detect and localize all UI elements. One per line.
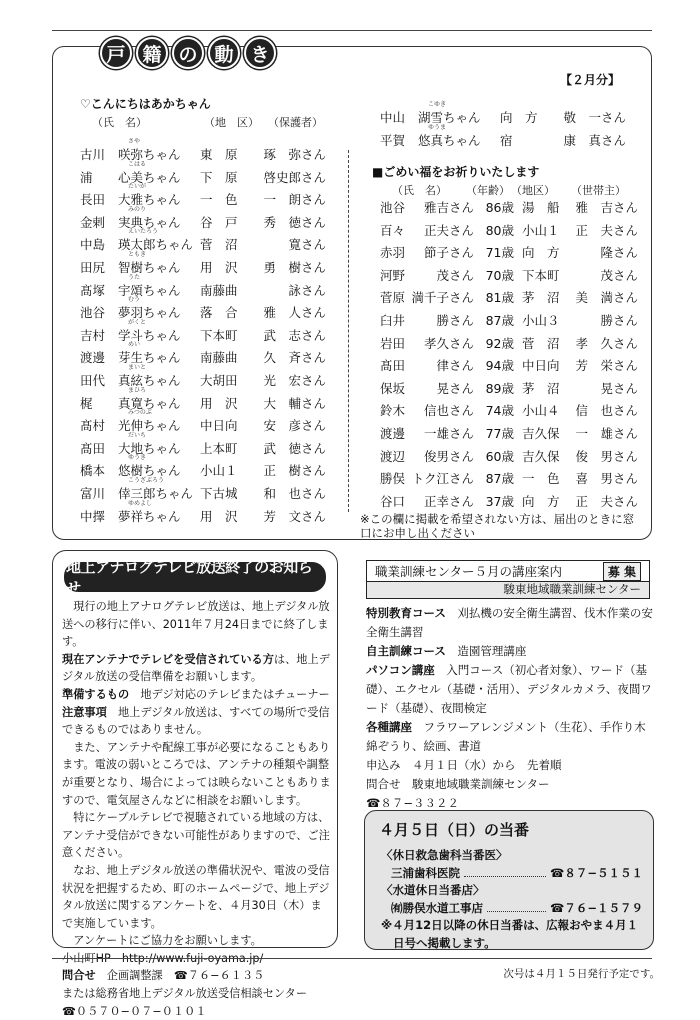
surname: 菅原: [380, 290, 406, 306]
tv-notice-body: [62, 598, 332, 1020]
course-item: [366, 661, 654, 718]
given-name-text: 心美ちゃん: [118, 169, 181, 185]
paragraph: [62, 704, 332, 739]
guardian: 久 斉さん: [263, 350, 326, 366]
furigana: こうざぶろう: [128, 477, 165, 484]
furigana: さや: [128, 138, 141, 145]
header-area: （地 区）: [204, 116, 259, 129]
age: 80歳: [485, 222, 514, 238]
area: 小山３: [522, 313, 560, 328]
header-name: （氏 名）: [92, 116, 147, 129]
household-head: 一 雄さん: [575, 426, 638, 441]
text: 地上デジタル放送は、すべての場所で受信できるものではありません。: [62, 705, 330, 737]
given-name: 雅吉さん: [423, 200, 474, 215]
household-head: 茂さん: [600, 267, 638, 283]
household-head: 俊 男さん: [575, 448, 638, 464]
area: 上本町: [200, 440, 238, 456]
given-name-text: 悠真ちゃん: [418, 133, 481, 148]
header-age: （年齢）: [466, 184, 510, 197]
household-head: 雅 吉さん: [575, 200, 638, 215]
guardian: 啓史郎さん: [263, 169, 326, 185]
header-area: （地区）: [511, 184, 555, 197]
surname: 古川: [80, 147, 106, 162]
guardian: 大 輔さん: [263, 395, 326, 411]
furigana: えいたろう: [128, 228, 159, 236]
death-row: [380, 309, 638, 331]
death-row: [380, 399, 638, 421]
course-label: パソコン講座: [366, 663, 435, 677]
area: 吉久保: [522, 426, 560, 441]
area: 落 合: [200, 305, 238, 321]
area: 一 色: [200, 192, 238, 208]
dental-row: [381, 865, 643, 883]
header-guardian: （保護者）: [268, 116, 323, 129]
age: 89歳: [485, 380, 514, 396]
guardian: 勇 樹さん: [263, 260, 326, 275]
given-name-text: 咲弥ちゃん: [118, 147, 181, 162]
surname: 臼井: [380, 313, 406, 328]
household-head: 美 満さん: [575, 290, 638, 306]
paragraph: または総務省地上デジタル放送受信相談センター: [62, 987, 308, 1001]
homepage-link[interactable]: 小山町HP http://www.fuji-oyama.jp/: [62, 951, 264, 965]
guardian: 雅 人さん: [263, 305, 326, 321]
surname: 保坂: [380, 380, 406, 396]
given-name: 晃さん: [436, 380, 474, 396]
given-name: 信也さん: [423, 403, 474, 419]
household-head: 勝さん: [600, 313, 638, 328]
area: 小山１: [200, 463, 238, 479]
given-name: トク江さん: [411, 471, 474, 487]
guardian: 正 樹さん: [263, 463, 326, 479]
area: 中日向: [200, 418, 238, 434]
duty-note: ※４月12日以降の休日当番は、広報おやま４月１日号へ掲載します。: [381, 918, 639, 950]
area: 中日向: [522, 358, 560, 374]
age: 86歳: [485, 200, 514, 215]
surname: 浦: [80, 169, 93, 185]
paragraph: [62, 686, 332, 704]
job-title: 職業訓練センター５月の講座案内: [375, 564, 563, 579]
dental-label: 〈休日救急歯科当番医〉: [381, 848, 508, 862]
death-row: [380, 332, 638, 354]
furigana: うた: [128, 273, 141, 281]
label: 準備するもの: [62, 687, 130, 701]
leader-dots: [487, 900, 546, 913]
phone: ☎８７−３３２２: [366, 796, 459, 810]
given-name: 茂さん: [436, 267, 474, 283]
household-head: 信 也さん: [575, 403, 638, 419]
guardian: 和 也さん: [263, 486, 326, 501]
job-training-header: [366, 560, 650, 582]
guardian: 安 彦さん: [263, 418, 326, 434]
furigana: こはる: [128, 160, 147, 168]
header-head: （世帯主）: [571, 184, 626, 197]
given-name-text: 智樹ちゃん: [118, 260, 181, 275]
given-name: 俊男さん: [423, 448, 474, 464]
furigana: めい: [128, 341, 141, 349]
column-divider: [348, 150, 349, 512]
text: 企画調整課 ☎７６−６１３５: [95, 969, 265, 983]
area: 大胡田: [200, 373, 238, 388]
surname: 吉村: [80, 327, 106, 343]
area: 用 沢: [200, 508, 238, 524]
area: 吉久保: [522, 448, 560, 464]
area: 用 沢: [200, 395, 238, 411]
furigana: ゆうき: [128, 454, 147, 462]
surname: 渡邊: [380, 426, 406, 441]
death-row: [380, 422, 638, 444]
paragraph: 特にケーブルテレビで視聴されている地域の方は、アンテナ受信ができない可能性がありますので、ご注意ください。: [62, 811, 330, 860]
given-name-text: 瑛太郎ちゃん: [118, 237, 194, 253]
header-name: （氏 名）: [392, 184, 447, 197]
given-name-text: 光伸ちゃん: [118, 418, 181, 434]
title-char: き: [244, 37, 276, 69]
given-name-text: 宇頌ちゃん: [118, 282, 181, 298]
surname: 中島: [80, 237, 106, 253]
job-subheader: 駿東地域職業訓練センター: [366, 582, 650, 599]
surname: 池谷: [380, 200, 406, 215]
given-name-text: 倖三郎ちゃん: [118, 486, 194, 501]
text: は、地上デジタル放送の受信準備をお願いします。: [62, 652, 330, 684]
births-header: [92, 114, 323, 130]
emphasis: 現在アンテナでテレビを受信されている方: [62, 652, 274, 666]
course-item: [366, 718, 654, 756]
surname: 髙塚: [80, 282, 106, 298]
surname: 池谷: [80, 305, 106, 321]
title-char: 動: [208, 37, 240, 69]
furigana: ともき: [128, 251, 147, 258]
area: 茅 沼: [522, 290, 560, 306]
surname: 中山: [380, 110, 406, 125]
birth-row: [80, 495, 326, 525]
surname: 梶: [80, 395, 93, 411]
water-phone: ☎７６−１５７９: [550, 900, 643, 915]
area: 用 沢: [200, 260, 238, 275]
area: 菅 沼: [522, 335, 560, 351]
given-name: 孝久さん: [423, 335, 474, 351]
deaths-note: ※この欄に掲載を希望されない方は、届出のときに窓口にお申し出ください: [360, 512, 635, 540]
surname: 髙村: [80, 418, 106, 434]
course-label: 自主訓練コース: [366, 644, 446, 658]
given-name: [118, 499, 200, 525]
course-label: 各種講座: [366, 720, 412, 734]
label: 問合せ: [62, 969, 96, 983]
area: 向 方: [522, 493, 560, 509]
given-name-text: 真寛ちゃん: [118, 395, 181, 411]
death-row: [380, 490, 638, 512]
furigana: がくと: [128, 318, 147, 326]
guardian: 敬 一さん: [563, 110, 626, 125]
surname: 勝俣: [380, 471, 406, 487]
surname: 鈴木: [380, 403, 406, 419]
death-row: [380, 445, 638, 467]
course-item: [366, 642, 654, 661]
area: 谷 戸: [200, 214, 238, 230]
age: 87歳: [485, 471, 514, 487]
title-char: の: [172, 37, 204, 69]
household-head: 隆さん: [600, 245, 638, 261]
text: 地デジ対応のテレビまたはチューナー: [129, 687, 330, 701]
paragraph: 現行の地上アナログテレビ放送は、地上デジタル放送への移行に伴い、2011年７月24日までに終了します。: [62, 600, 330, 649]
guardian: 武 志さん: [263, 327, 326, 343]
label: 注意事項: [62, 705, 107, 719]
age: 92歳: [485, 335, 514, 351]
holiday-duty-box: [364, 810, 654, 950]
given-name-text: 大雅ちゃん: [118, 192, 181, 208]
apply-line: 申込み ４月１日（水）から 先着順: [366, 758, 562, 772]
surname: 金剌: [80, 214, 106, 230]
age: 71歳: [485, 245, 514, 261]
surname: 河野: [380, 267, 406, 283]
death-row: [380, 241, 638, 263]
surname: 岩田: [380, 335, 406, 351]
age: 77歳: [485, 426, 514, 441]
given-name-text: 夢羽ちゃん: [118, 305, 181, 321]
given-name-text: 芽生ちゃん: [118, 350, 181, 366]
course-text: 刈払機の安全衛生講習、伐木作業の安全衛生講習: [366, 606, 653, 639]
surname: 橋本: [80, 463, 106, 479]
recruit-badge: 募 集: [603, 562, 641, 581]
tv-notice-title: 地上アナログテレビ放送終了のお知らせ: [64, 562, 326, 592]
guardian: 芳 文さん: [263, 508, 326, 524]
area: 宿: [500, 133, 513, 148]
surname: 田代: [80, 373, 106, 388]
household-head: 晃さん: [600, 380, 638, 396]
given-name: 節子さん: [423, 245, 474, 261]
surname: 赤羽: [380, 245, 406, 261]
duty-body: [381, 847, 643, 952]
surname: 渡辺: [380, 448, 406, 464]
water-row: [381, 900, 643, 918]
course-label: 特別教育コース: [366, 606, 446, 620]
guardian: 秀 徳さん: [263, 214, 326, 230]
guardian: 一 朗さん: [263, 192, 326, 208]
paragraph: アンケートにご協力をお願いします。: [62, 934, 262, 948]
area: 下 原: [200, 169, 238, 185]
course-text: 造園管理講座: [445, 644, 527, 658]
guardian: 光 宏さん: [263, 373, 326, 388]
age: 74歳: [485, 403, 514, 419]
area: 下本町: [522, 267, 560, 283]
given-name: 正幸さん: [423, 493, 474, 509]
age: 94歳: [485, 358, 514, 374]
given-name-text: 夢祥ちゃん: [118, 508, 181, 524]
given-name: 正夫さん: [423, 222, 474, 238]
section-title-badge: [100, 37, 276, 69]
area: 菅 沼: [200, 237, 238, 253]
household-head: 正 夫さん: [575, 493, 638, 509]
age: 87歳: [485, 313, 514, 328]
furigana: みつのぶ: [128, 409, 152, 417]
paragraph: なお、地上デジタル放送の準備状況や、電波の受信状況を把握するため、町のホームページで、地上デジタル放送に関するアンケートを、４月30日（木）まで実施しています。: [62, 863, 330, 930]
area: 向 方: [500, 110, 538, 125]
paragraph: [62, 967, 332, 985]
guardian: 武 徳さん: [263, 440, 326, 456]
guardian: 康 真さん: [563, 133, 626, 148]
footer-next-issue: 次号は４月１５日発行予定です。: [503, 968, 660, 980]
area: 南藤曲: [200, 282, 238, 298]
area: 下本町: [200, 327, 238, 343]
surname: 百々: [380, 222, 406, 238]
death-row: [380, 264, 638, 286]
leader-dots: [464, 865, 546, 878]
household-head: 孝 久さん: [575, 335, 638, 351]
age: 60歳: [485, 448, 514, 464]
guardian: 琢 弥さん: [263, 147, 326, 162]
age: 70歳: [485, 267, 514, 283]
furigana: みのり: [128, 205, 147, 213]
job-training-body: [366, 604, 654, 813]
furigana: まひろ: [128, 386, 147, 394]
death-row: [380, 286, 638, 308]
water-label: 〈水道休日当番店〉: [381, 883, 485, 897]
paragraph: また、アンテナや配線工事が必要になることもあります。電波の弱いところでは、アンテナの種類や調整が重要となり、場合によっては映らないこともありますので、電気屋さんなどに相談をお願いします。: [62, 740, 331, 807]
age: 81歳: [485, 290, 514, 306]
given-name-text: 実典ちゃん: [118, 214, 181, 230]
surname: 田尻: [80, 260, 106, 275]
area: 湯 船: [522, 200, 560, 215]
surname: 富川: [80, 486, 106, 501]
guardian: 寛さん: [288, 237, 326, 253]
furigana: むう: [128, 296, 141, 304]
furigana: こゆき: [428, 101, 447, 108]
furigana: だいち: [128, 431, 147, 439]
given-name-text: 大地ちゃん: [118, 440, 181, 456]
surname: 髙田: [380, 358, 406, 374]
surname: 平賀: [380, 133, 406, 148]
given-name: 満千子さん: [411, 290, 474, 306]
household-head: 芳 栄さん: [575, 358, 638, 374]
furigana: たいが: [128, 183, 147, 191]
death-row: [380, 354, 638, 376]
surname: 髙田: [80, 440, 106, 456]
paragraph: [62, 651, 332, 686]
death-row: [380, 467, 638, 489]
guardian: 詠さん: [288, 282, 326, 298]
bottom-rule: [52, 958, 652, 959]
death-row: [380, 219, 638, 241]
course-text: フラワーアレンジメント（生花）、手作り木綿ぞうり、絵画、書道: [366, 720, 646, 753]
area: 小山４: [522, 403, 560, 419]
given-name: 一雄さん: [423, 426, 474, 441]
title-char: 籍: [136, 37, 168, 69]
course-text: 入門コース（初心者対象）、ワード（基礎）、エクセル（基礎・活用）、デジタルカメラ、夜間ワード（基礎）、夜間検定: [366, 663, 652, 715]
household-head: 正 夫さん: [575, 222, 638, 238]
title-char: 戸: [100, 37, 132, 69]
surname: 谷口: [380, 493, 406, 509]
given-name-text: 真絃ちゃん: [118, 373, 181, 388]
dental-clinic: 三浦歯科医院: [391, 865, 460, 880]
area: 小山１: [522, 222, 560, 238]
given-name-text: 学斗ちゃん: [118, 327, 181, 343]
duty-title: ４月５日（日）の当番: [379, 821, 530, 839]
death-row: [380, 196, 638, 218]
course-item: [366, 604, 654, 642]
birth-row: [380, 119, 626, 149]
given-name-text: 湖雪ちゃん: [418, 110, 481, 125]
area: 一 色: [522, 471, 560, 487]
month-label: 【２月分】: [560, 73, 621, 87]
area: 下古城: [200, 486, 238, 501]
contact-line: 問合せ 駿東地域職業訓練センター: [366, 777, 550, 791]
household-head: 喜 男さん: [575, 471, 638, 487]
dental-phone: ☎８７−５１５１: [550, 865, 643, 880]
furigana: ゆめよし: [128, 499, 153, 507]
births-title: ♡こんにちはあかちゃん: [80, 97, 211, 111]
deaths-title: ■ごめい福をお祈りいたします: [372, 165, 540, 179]
top-rule: [52, 30, 652, 31]
area: 東 原: [200, 147, 238, 162]
water-shop: ㈲勝俣水道工事店: [391, 900, 483, 915]
furigana: ゆうま: [428, 124, 447, 131]
area: 向 方: [522, 245, 560, 261]
furigana: まいと: [128, 364, 147, 371]
surname: 中擇: [80, 508, 106, 524]
area: 南藤曲: [200, 350, 238, 366]
given-name: 律さん: [436, 358, 474, 374]
given-name: 勝さん: [436, 313, 474, 328]
age: 37歳: [485, 493, 514, 509]
area: 茅 沼: [522, 380, 560, 396]
given-name: [418, 124, 500, 149]
phone: ☎０５７０−０７−０１０１: [62, 1004, 207, 1018]
surname: 長田: [80, 192, 106, 208]
surname: 渡邊: [80, 350, 106, 366]
death-row: [380, 377, 638, 399]
given-name-text: 悠樹ちゃん: [118, 463, 181, 479]
